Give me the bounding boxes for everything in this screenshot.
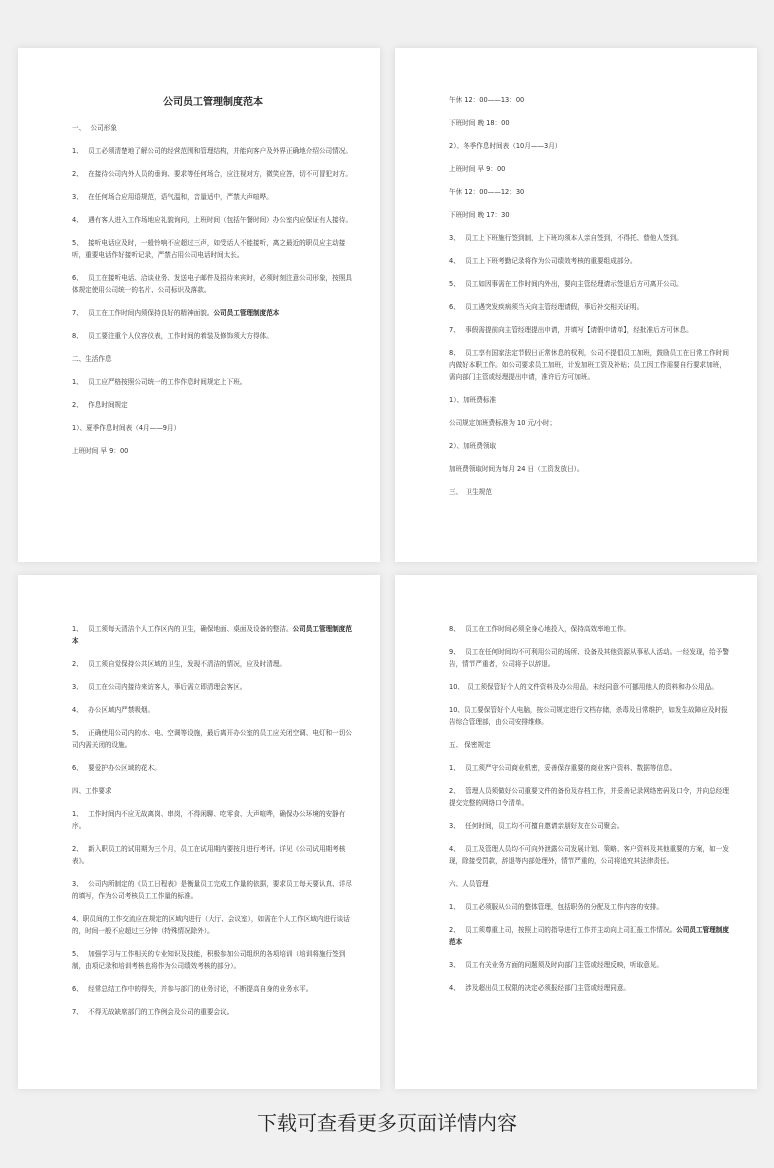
text-line: 4、 遇有客人进入工作场地应礼貌询问，上班时间（包括午餐时间）办公室内应保证有人接待。 [72,216,352,224]
text-line: 8、 员工享有国家法定节假日正常休息的权利，公司不提倡员工加班，鼓励员工在日常工作时间内做好本职工作。如公司要求员工加班，计发加班工资及补贴；员工因工作需要自行要求加班，需向部门主管或经理提出申请，准许后方可加班。 [449,349,729,381]
text-line: 1、 员工应严格按照公司统一的工作作息时间规定上下班。 [72,378,247,386]
text-line: 加班费领取时间为每月 24 日（工资发放日）。 [449,465,584,473]
text-line: 7、 不得无故缺席部门的工作例会及公司的重要会议。 [72,1008,234,1016]
text-line: 下班时间 晚 17：30 [449,211,510,219]
text-line: 2）、加班费领取 [449,442,497,450]
download-more-prompt[interactable]: 下载可查看更多页面详情内容 [257,1111,517,1135]
text-line: 6、 经常总结工作中的得失，并参与部门的业务讨论，不断提高自身的业务水平。 [72,985,313,993]
text-line: 6、 员工在接听电话、洽谈业务、发送电子邮件及招待来宾时，必须时刻注意公司形象，按照具体规定使用公司统一的名片、公司标识及落款。 [72,274,352,294]
text-line-with-bold [449,924,731,948]
section-heading: 二、生活作息 [72,355,112,363]
text-line: 1、 员工必须清楚地了解公司的经营范围和管理结构，并能向客户及外界正确地介绍公司情况。 [72,147,352,155]
text-line: 9、 员工在任何时间均不可利用公司的场所、设备及其他资源从事私人活动。一经发现，给予警告，情节严重者，公司将予以辞退。 [449,648,729,668]
text-line: 1）、夏季作息时间表（4月——9月） [72,424,181,432]
text-line: 3、 在任何场合应用语规范，语气温和，音量适中，严禁大声喧哗。 [72,193,273,201]
text-line: 上班时间 早 9：00 [449,165,506,173]
document-page-1 [18,48,380,562]
text-line: 8、 员工要注重个人仪容仪表，工作时间的着装及修饰须大方得体。 [72,332,273,340]
text-line: 1、 工作时间内不应无故离岗、串岗，不得闲聊、吃零食、大声喧哗，确保办公环境的安静有序。 [72,810,346,830]
text-line: 4、 员工及管理人员均不可向外泄露公司发展计划、策略、客户资料及其他重要的方案，如一发现，除接受罚款，辞退等内部处理外，情节严重的，公司将追究其法律责任。 [449,845,729,865]
text-line: 4、 办公区域内严禁吸烟。 [72,706,155,714]
text-line: 3、 公司内所制定的《员工日程表》是衡量员工完成工作量的依据，要求员工每天要认真、详尽的填写，作为公司考核员工工作量的标准。 [72,880,352,900]
section-heading: 三、 卫生规范 [449,488,492,496]
section-heading: 四、工作要求 [72,787,112,795]
text-line: 午休 12：00——12：30 [449,188,525,196]
text-line: 2）、冬季作息时间表（10月——3月） [449,142,562,150]
document-title: 公司员工管理制度范本 [163,97,263,108]
text-line: 2、 新入职员工的试用期为三个月，员工在试用期内要按月进行考评。详见《公司试用期考核表》。 [72,845,346,865]
text-line: 1、 员工必须服从公司的整体管理，包括职务的分配及工作内容的安排。 [449,903,663,911]
inline-bold-title: 公司员工管理制度范本 [213,309,280,317]
text-line: 4、 员工上下班考勤记录将作为公司绩效考核的重要组成部分。 [449,257,637,265]
text-line: 8、 员工在工作时间必须全身心地投入，保持高效率地工作。 [449,625,631,633]
text-line: 3、 员工在公司内接待来访客人，事后需立即清理会客区。 [72,683,247,691]
text-line: 5、 正确使用公司内的水、电、空调等设施，最后离开办公室的员工应关闭空调、电灯和一切公司内需关闭的设施。 [72,729,352,749]
text-line: 4、职员间的工作交流应在规定的区域内进行（大厅、会议室），如需在个人工作区域内进行谈话的，时间一般不应超过三分钟（特殊情况除外）。 [72,915,350,935]
section-heading: 五、 保密规定 [449,741,491,749]
text-line: 1、 员工须严守公司商业机密，妥善保存重要的商业客户资料、数据等信息。 [449,764,677,772]
text-line: 10、 员工须保管好个人的文件资料及办公用品，未经同意不可挪用他人的资料和办公用品。 [449,683,718,691]
text-line: 公司规定加班费标准为 10 元/小时； [449,419,557,427]
text-line: 1）、加班费标准 [449,396,497,404]
document-page-3 [18,575,380,1089]
text-line: 午休 12：00——13：00 [449,96,525,104]
section-heading: 六、人员管理 [449,880,489,888]
text-line: 5、 接听电话应及时，一般铃响不应超过三声，如受话人不能接听，离之最近的职员应主动接听，重要电话作好接听记录，严禁占用公司电话时间太长。 [72,239,346,259]
text-line: 5、 员工如因事需在工作时间内外出，要向主管经理请示签退后方可离开公司。 [449,280,683,288]
text-segment: 7、 员工在工作时间内须保持良好的精神面貌。 [72,309,214,317]
text-line: 2、 在接待公司内外人员的垂询、要求等任何场合，应注视对方，微笑应答，切不可冒犯对方。 [72,170,352,178]
text-segment: 1、 员工须每天清洁个人工作区内的卫生，确保地面、桌面及设备的整洁。 [72,625,293,633]
text-line-with-bold [72,623,354,647]
text-line: 2、 员工须自觉保持公共区域的卫生，发现不清洁的情况，应及时清理。 [72,660,286,668]
text-line: 6、 员工遇突发疾病须当天向主管经理请假，事后补交相关证明。 [449,303,644,311]
document-page-2 [395,48,757,562]
text-line: 7、 事假需提前向主管经理提出申请，并填写【请假申请单】，经批准后方可休息。 [449,326,693,334]
text-line-with-bold [72,307,354,319]
text-line: 一、 公司形象 [72,124,117,132]
document-page-4 [395,575,757,1089]
text-line: 上班时间 早 9：00 [72,447,129,455]
text-line: 3、 任何时间，员工均不可擅自邀请亲朋好友在公司聚会。 [449,822,624,830]
text-line: 6、 要爱护办公区域的花木。 [72,764,161,772]
text-line: 3、 员工上下班施行签到制，上下班均须本人亲自签到，不得托、替他人签到。 [449,234,683,242]
text-line: 下班时间 晚 18：00 [449,119,510,127]
text-line: 10、员工要保管好个人电脑，按公司规定进行文档存储，杀毒及日常维护，如发生故障应及时报告综合管理部，由公司安排维修。 [449,706,728,726]
text-line: 4、 涉及超出员工权限的决定必须报经部门主管或经理同意。 [449,984,631,992]
text-segment: 2、 员工须尊重上司，按照上司的指导进行工作并主动向上司汇报工作情况。 [449,926,677,934]
text-line: 2、 作息时间规定 [72,401,128,409]
inline-bold-title: 公司员工管理制度范本 [449,926,729,946]
text-line: 2、 管理人员须做好公司重要文件的备份及存档工作，并妥善记录网络密码及口令，并向总经理提交完整的网络口令清单。 [449,787,729,807]
inline-bold-title: 公司员工管理制度范本 [72,625,352,645]
text-line: 5、 加强学习与工作相关的专业知识及技能，积极参加公司组织的各项培训（培训将施行签到制，由项记录和培训考核也将作为公司绩效考核的部分）。 [72,950,346,970]
text-line: 3、 员工有关业务方面的问题须及时向部门主管或经理反映，听取意见。 [449,961,663,969]
